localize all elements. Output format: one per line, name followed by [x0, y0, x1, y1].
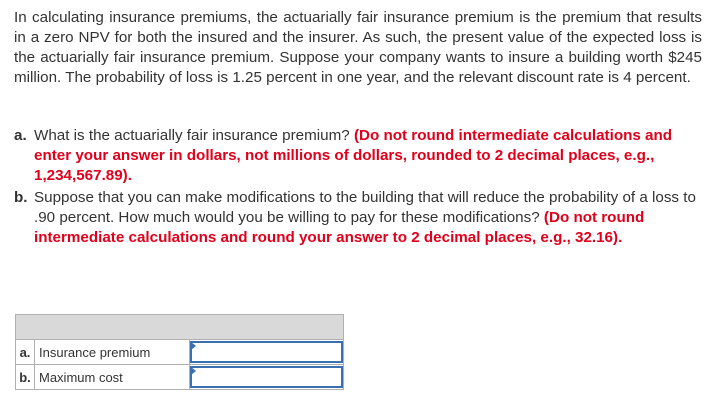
row-label: Maximum cost: [35, 365, 190, 390]
input-cell: [190, 365, 344, 390]
question-text: What is the actuarially fair insurance premium?: [34, 127, 350, 144]
maximum-cost-input[interactable]: [190, 366, 343, 388]
input-cell: [190, 340, 344, 365]
question-instruction: (Do not round intermediate calculations and enter your answer in dollars, not millions of dollars, rounded to 2 decimal places, e.g., 1,234,567.89).: [34, 127, 673, 184]
row-label: Insurance premium: [35, 340, 190, 365]
answer-table: [15, 314, 344, 390]
answer-row-b: [16, 365, 344, 390]
row-marker: b.: [16, 365, 35, 390]
insurance-premium-input[interactable]: [190, 341, 343, 363]
question-marker: a.: [14, 127, 27, 144]
question-list: [14, 126, 704, 250]
problem-intro: In calculating insurance premiums, the actuarially fair insurance premium is the premium that results in a zero NPV for both the insured and the insurer. As such, the present value of the expected loss is the actuarially fair insurance premium. Suppose your company wants to insure a building worth $245 million. The probability of loss is 1.25 percent in one year, and the relevant discount rate is 4 percent.: [14, 9, 702, 86]
row-marker: a.: [16, 340, 35, 365]
answer-table-header: [16, 315, 344, 340]
question-instruction: (Do not round intermediate calculations and round your answer to 2 decimal places, e.g., 32.16).: [34, 209, 645, 246]
header-cell: [16, 315, 344, 340]
question-b: [14, 188, 704, 248]
answer-row-a: [16, 340, 344, 365]
question-marker: b.: [14, 189, 28, 206]
question-a: [14, 126, 704, 186]
question-text: Suppose that you can make modifications to the building that will reduce the probability of a loss to .90 percent. How much would you be willing to pay for these modifications?: [34, 189, 696, 226]
